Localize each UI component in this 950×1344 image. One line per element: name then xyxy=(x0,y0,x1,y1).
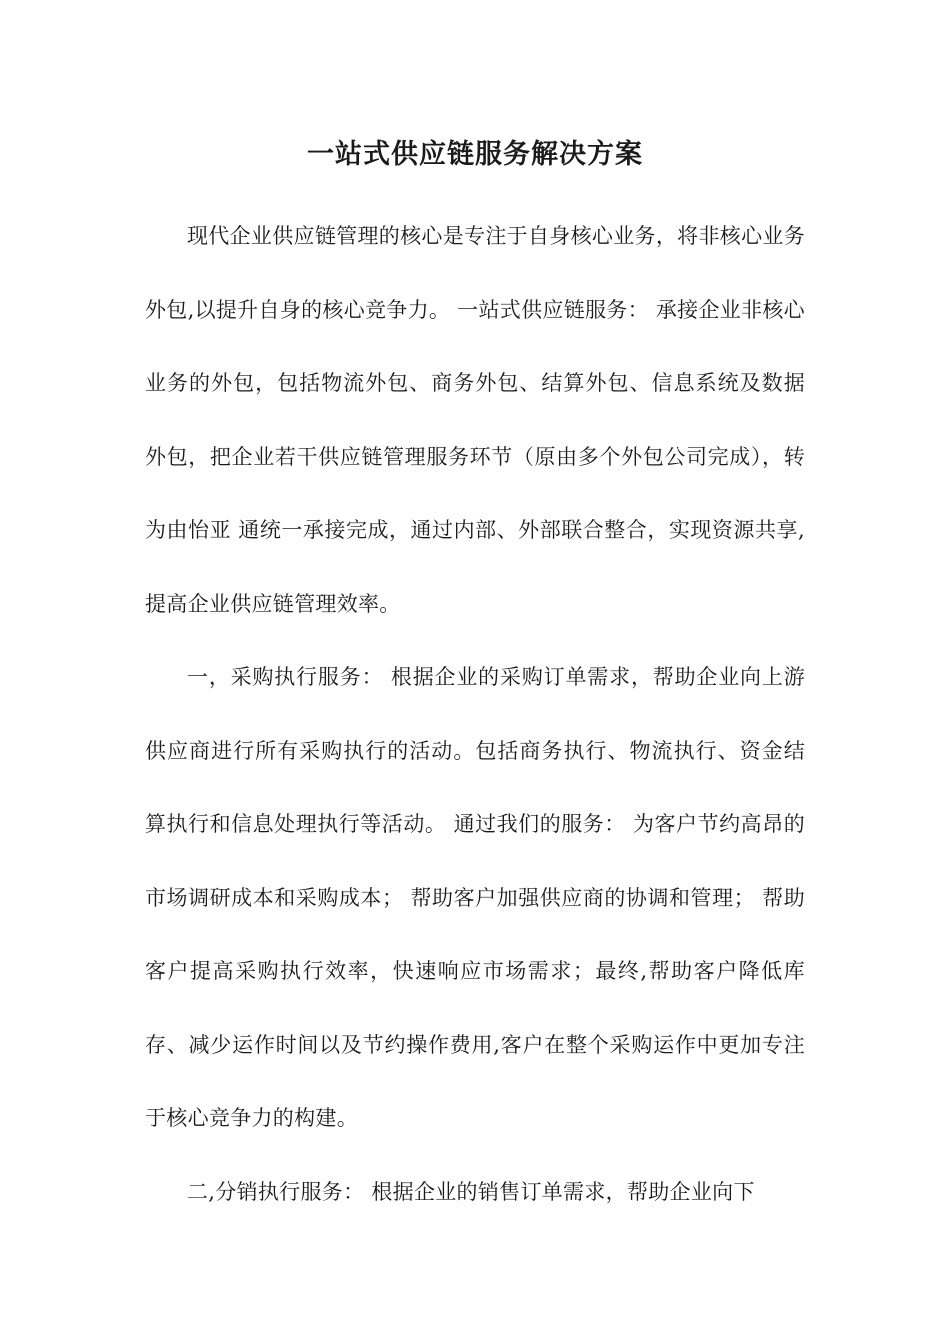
paragraph-distribution-service: 二,分销执行服务： 根据企业的销售订单需求，帮助企业向下 xyxy=(187,1179,755,1204)
document-body xyxy=(145,200,805,1229)
paragraph-intro: 现代企业供应链管理的核心是专注于自身核心业务，将非核心业务外包,以提升自身的核心竞争力。 一站式供应链服务： 承接企业非核心业务的外包，包括物流外包、商务外包、结算外包、信息系统及数据外包，把企业若干供应链管理服务环节（原由多个外包公司完成），转为由怡亚 通统一承接完成，通过内部、外部联合整合，实现资源共享,提高企业供应链管理效率。 xyxy=(145,224,805,616)
document-title: 一站式供应链服务解决方案 xyxy=(307,139,643,170)
paragraph-procurement-service: 一，采购执行服务： 根据企业的采购订单需求，帮助企业向上游供应商进行所有采购执行的活动。包括商务执行、物流执行、资金结算执行和信息处理执行等活动。 通过我们的服务： 为客户节约高昂的市场调研成本和采购成本； 帮助客户加强供应商的协调和管理； 帮助客户提高采购执行效率，快速响应市场需求；最终,帮助客户降低库存、减少运作时间以及节约操作费用,客户在整个采购运作中更加专注于核心竞争力的构建。 xyxy=(145,665,805,1130)
